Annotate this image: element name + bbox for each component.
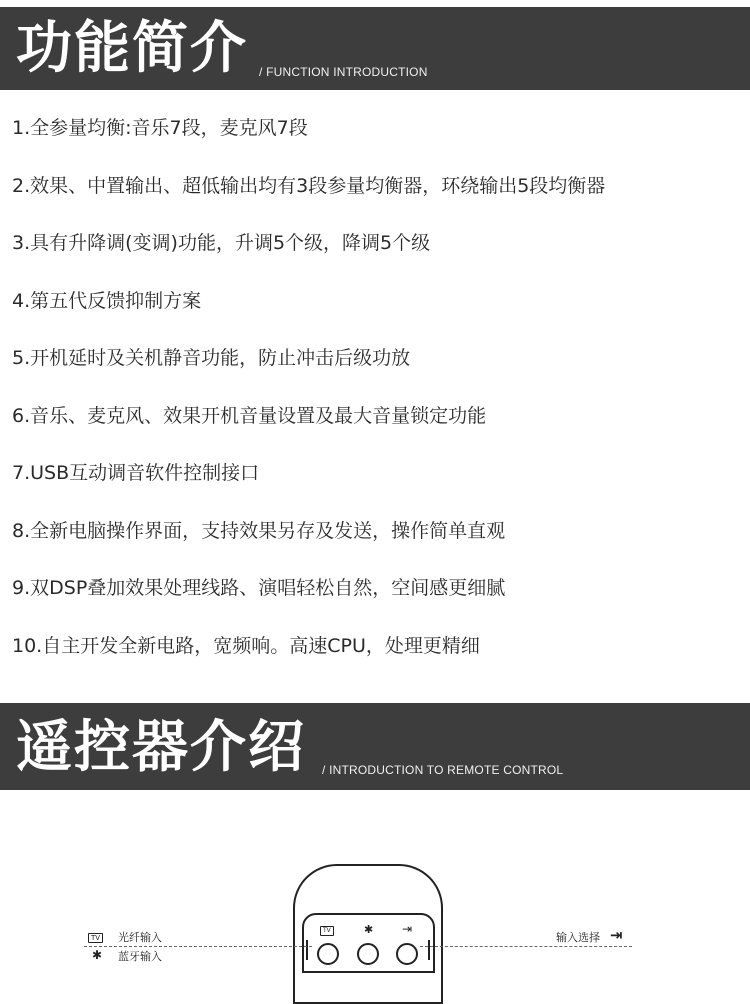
section-title: 遥控器介绍 xyxy=(16,715,306,780)
bluetooth-input-button[interactable] xyxy=(357,943,379,965)
feature-item: 7.USB互动调音软件控制接口 xyxy=(12,462,260,484)
feature-item: 2.效果、中置输出、超低输出均有3段参量均衡器，环绕输出5段均衡器 xyxy=(12,174,606,197)
feature-item: 5.开机延时及关机静音功能，防止冲击后级功放 xyxy=(12,347,411,369)
optical-input-button[interactable] xyxy=(317,943,339,965)
bluetooth-input-label: 蓝牙输入 xyxy=(118,950,162,963)
section-banner-remote xyxy=(0,703,750,790)
feature-list xyxy=(12,112,742,687)
section-banner-function xyxy=(0,7,750,90)
input-select-icon: ⇥ xyxy=(610,926,623,944)
input-select-button[interactable] xyxy=(396,943,418,965)
remote-diagram xyxy=(0,790,750,963)
feature-item: 4.第五代反馈抑制方案 xyxy=(12,289,202,312)
tv-icon: TV xyxy=(88,930,103,943)
tv-icon: TV xyxy=(320,926,334,936)
optical-input-label: 光纤输入 xyxy=(118,931,162,944)
feature-item: 10.自主开发全新电路，宽频响。高速CPU，处理更精细 xyxy=(12,634,480,657)
leader-line xyxy=(84,946,312,947)
input-select-icon: ⇥ xyxy=(402,922,413,936)
feature-item: 1.全参量均衡:音乐7段，麦克风7段 xyxy=(12,117,308,139)
remote-edge-mark xyxy=(428,940,430,960)
feature-item: 6.音乐、麦克风、效果开机音量设置及最大音量锁定功能 xyxy=(12,404,487,427)
feature-item: 9.双DSP叠加效果处理线路、演唱轻松自然，空间感更细腻 xyxy=(12,577,506,599)
remote-edge-mark xyxy=(306,940,308,960)
section-subtitle: / FUNCTION INTRODUCTION xyxy=(259,65,428,79)
leader-line xyxy=(420,946,632,947)
bluetooth-icon: ✱ xyxy=(92,948,103,962)
feature-item: 8.全新电脑操作界面，支持效果另存及发送，操作简单直观 xyxy=(12,519,506,542)
input-select-label: 输入选择 xyxy=(556,931,600,944)
section-title: 功能简介 xyxy=(16,16,248,81)
feature-item: 3.具有升降调(变调)功能，升调5个级，降调5个级 xyxy=(12,232,431,254)
section-subtitle: / INTRODUCTION TO REMOTE CONTROL xyxy=(322,763,564,777)
bluetooth-icon: ✱ xyxy=(364,923,374,936)
